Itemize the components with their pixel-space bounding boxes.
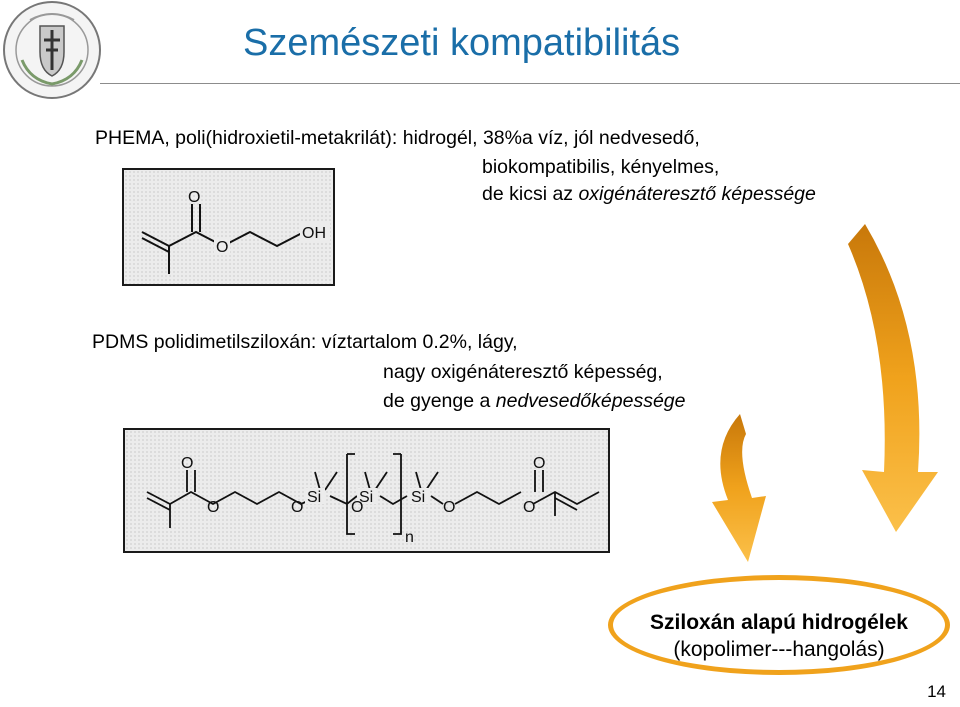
pdms-line3-prefix: de gyenge a — [383, 390, 496, 412]
page-number: 14 — [927, 682, 946, 701]
phema-structure-image — [122, 168, 335, 286]
conclusion-subtitle: (kopolimer---hangolás) — [673, 638, 885, 661]
pdms-structure-image — [123, 428, 610, 553]
pdms-carbonyl-oxygen-left: O — [181, 455, 194, 472]
pdms-description-line3 — [383, 390, 686, 412]
title-divider — [100, 83, 960, 84]
pdms-oxygen-label-2: O — [291, 499, 304, 516]
curved-arrows — [690, 220, 960, 580]
conclusion-title: Sziloxán alapú hidrogélek — [650, 611, 908, 634]
phema-carbonyl-oxygen-label: O — [188, 189, 201, 206]
pdms-description-line2: nagy oxigénáteresztő képesség, — [383, 361, 663, 383]
pdms-oxygen-label-3: O — [351, 499, 364, 516]
phema-line3-italic: oxigénáteresztő képessége — [578, 183, 816, 205]
pdms-oxygen-label-5: O — [523, 499, 536, 516]
pdms-si-label-3: Si — [411, 489, 426, 506]
phema-hydroxyl-label: OH — [302, 225, 326, 242]
phema-ester-oxygen-label: O — [216, 239, 229, 256]
pdms-carbonyl-oxygen-right: O — [533, 455, 546, 472]
phema-line3-prefix: de kicsi az — [482, 183, 579, 205]
page-title: Szemészeti kompatibilitás — [243, 22, 681, 64]
university-seal-logo — [0, 0, 104, 104]
pdms-repeat-n-label: n — [405, 529, 414, 546]
pdms-si-label-1: Si — [307, 489, 322, 506]
pdms-description-line1: PDMS polidimetilsziloxán: víztartalom 0.2%, lágy, — [92, 331, 518, 353]
small-curved-arrow — [712, 414, 766, 562]
pdms-si-label-2: Si — [359, 489, 374, 506]
phema-description-line3 — [482, 183, 816, 205]
pdms-oxygen-label-4: O — [443, 499, 456, 516]
phema-description-line2: biokompatibilis, kényelmes, — [482, 156, 720, 178]
pdms-oxygen-label-1: O — [207, 499, 220, 516]
phema-description-line1: PHEMA, poli(hidroxietil-metakrilát): hidrogél, 38%a víz, jól nedvesedő, — [95, 127, 700, 149]
large-curved-arrow — [848, 224, 938, 532]
pdms-line3-italic: nedvesedőképessége — [495, 390, 686, 412]
